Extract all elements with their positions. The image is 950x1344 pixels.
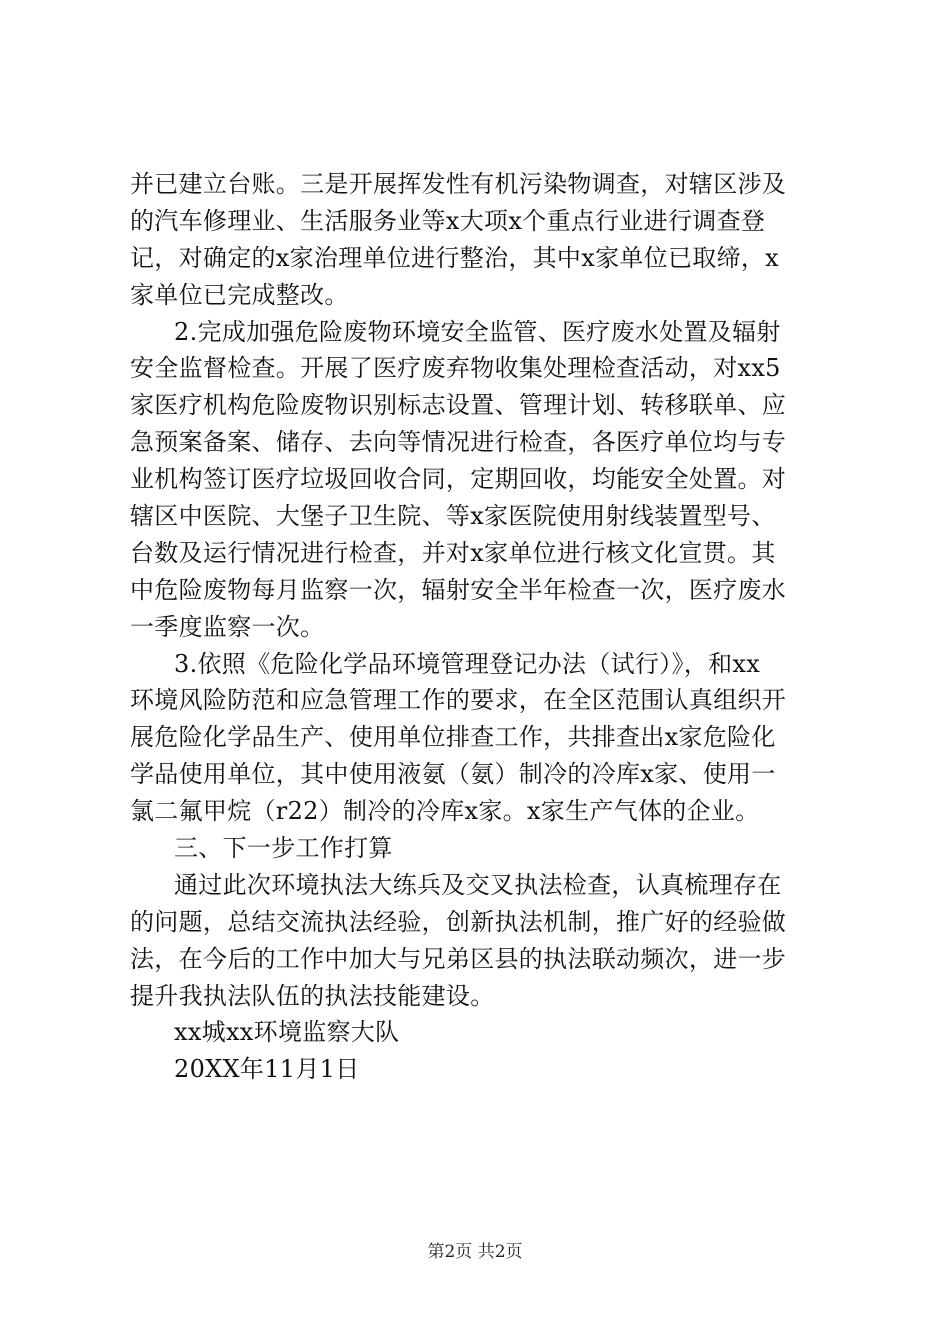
text-line: 通过此次环境执法大练兵及交叉执法检查，认真梳理存在 [174, 870, 782, 899]
text-line: 家单位已完成整改。 [130, 280, 349, 309]
text-line: 法，在今后的工作中加大与兄弟区县的执法联动频次，进一步 [130, 944, 787, 973]
text-line: 并已建立台账。三是开展挥发性有机污染物调查，对辖区涉及 [130, 170, 787, 198]
text-line: 的汽车修理业、生活服务业等x大项x个重点行业进行调查登 [130, 206, 766, 235]
section-heading: 三、下一步工作打算 [174, 834, 393, 863]
text-line: 家医疗机构危险废物识别标志设置、管理计划、转移联单、应 [130, 391, 787, 420]
text-line: 的问题，总结交流执法经验，创新执法机制，推广好的经验做 [130, 907, 787, 936]
text-line: 安全监督检查。开展了医疗废弃物收集处理检查活动，对xx5 [130, 354, 781, 383]
signature-organization: xx城xx环境监察大队 [174, 1018, 400, 1047]
text-line: 业机构签订医疗垃圾回收合同，定期回收，均能安全处置。对 [130, 465, 787, 494]
text-line: 3.依照《危险化学品环境管理登记办法（试行）》，和xx [174, 649, 761, 678]
text-line: 环境风险防范和应急管理工作的要求，在全区范围认真组织开 [130, 686, 787, 715]
text-line: 中危险废物每月监察一次，辐射安全半年检查一次，医疗废水 [130, 575, 787, 604]
text-line: 学品使用单位，其中使用液氨（氨）制冷的冷库x家、使用一 [130, 760, 776, 789]
document-body [130, 166, 830, 1088]
signature-date: 20XX年11月1日 [174, 1055, 360, 1084]
text-line: 辖区中医院、大堡子卫生院、等x家医院使用射线装置型号、 [130, 502, 776, 531]
text-line: 记，对确定的x家治理单位进行整治，其中x家单位已取缔，x [130, 243, 780, 272]
text-line: 2.完成加强危险废物环境安全监管、医疗废水处置及辐射 [174, 317, 781, 346]
text-line: 台数及运行情况进行检查，并对x家单位进行核文化宣贯。其 [130, 538, 776, 567]
page-footer: 第2页 共2页 [427, 1242, 523, 1262]
text-line: 提升我执法队伍的执法技能建设。 [130, 981, 495, 1010]
text-line: 展危险化学品生产、使用单位排查工作，共排查出x家危险化 [130, 723, 776, 752]
text-line: 一季度监察一次。 [130, 612, 325, 641]
text-line: 急预案备案、储存、去向等情况进行检查，各医疗单位均与专 [130, 428, 787, 457]
text-line: 氯二氟甲烷（r22）制冷的冷库x家。x家生产气体的企业。 [130, 797, 760, 826]
